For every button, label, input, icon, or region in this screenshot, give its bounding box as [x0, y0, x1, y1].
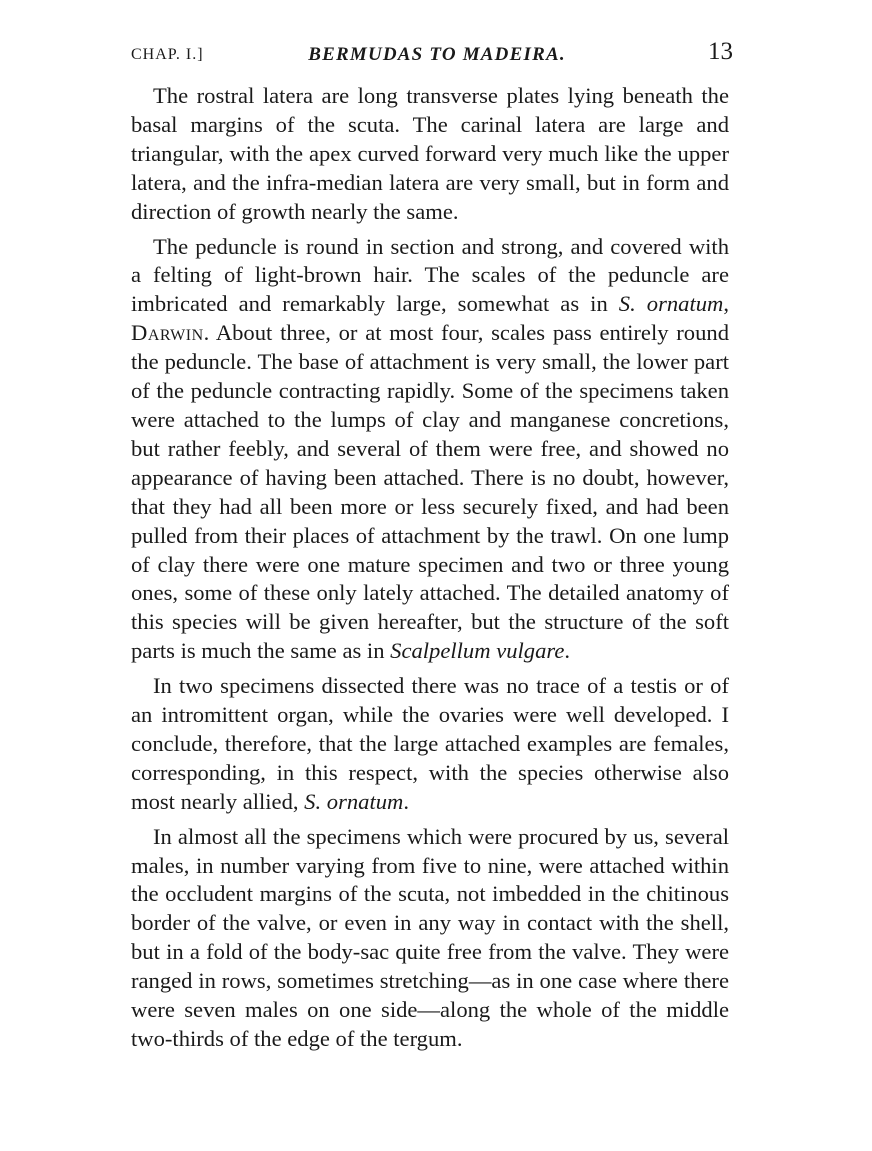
paragraph-3-text-b: .	[403, 788, 409, 814]
page-number: 13	[708, 38, 733, 65]
paragraph-2-text-d: .	[564, 638, 571, 664]
paragraph-2-text-a: The peduncle is round in section and strong, and covered with a felting of light-brown hair. The scales of the peduncle are imbricated and remarkably large, somewhat as in	[131, 233, 729, 317]
paragraph-3-text-a: In two specimens dissected there was no trace of a testis or of an intromittent organ, while the ovaries were well developed. I conclude, therefore, that the large attached examples are females, corresponding, in this respect, with the species otherwise also most nearly allied,	[131, 673, 729, 814]
paragraph-4-text: In almost all the specimens which were procured by us, several males, in number varying from five to nine, were attached within the occludent margins of the scuta, not imbedded in the chitinous border of the valve, or even in any way in contact with the shell, but in a fold of the body-sac quite free from the valve. They were ranged in rows, sometimes stretching—as in one case where there were seven males on one side—along the whole of the middle two-thirds of the edge of the tergum.	[131, 823, 729, 1051]
paragraph-2-text-c: . About three, or at most four, scales pass entirely round the peduncle. The base of attachment is very small, the lower part of the peduncle contracting rapidly. Some of the specimens taken were attached to the lumps of clay and manganese concretions, but rather feebly, and several of them were free, and showed no appearance of having been attached. There is no doubt, however, that they had all been more or less securely fixed, and had been pulled from their places of attachment by the trawl. On one lump of clay there were one mature specimen and two or three young ones, some of these only lately attached. The detailed anatomy of this species will be given hereafter, but the structure of the soft parts is much the same as in	[131, 320, 729, 664]
chapter-label: CHAP. I.]	[131, 46, 204, 63]
paragraph-1-text: The rostral latera are long transverse plates lying beneath the basal margins of the scuta. The carinal latera are large and triangular, with the apex curved forward very much like the upper latera, and the infra-median latera are very small, but in form and direction of growth nearly the same.	[131, 83, 729, 224]
paragraph-rostral-latera	[131, 82, 729, 227]
paragraph-peduncle	[131, 233, 729, 667]
paragraph-dissection	[131, 672, 729, 817]
species-name: S. ornatum	[304, 788, 404, 814]
paragraph-males	[131, 823, 729, 1054]
body-text	[131, 82, 729, 1060]
running-title: BERMUDAS TO MADEIRA.	[308, 44, 566, 65]
paragraph-2-text-b: ,	[723, 291, 729, 317]
running-head	[131, 38, 743, 72]
author-name: Darwin	[131, 320, 204, 346]
species-name: S. ornatum	[618, 291, 724, 317]
genus-species-name: Scalpellum vulgare	[390, 638, 565, 664]
